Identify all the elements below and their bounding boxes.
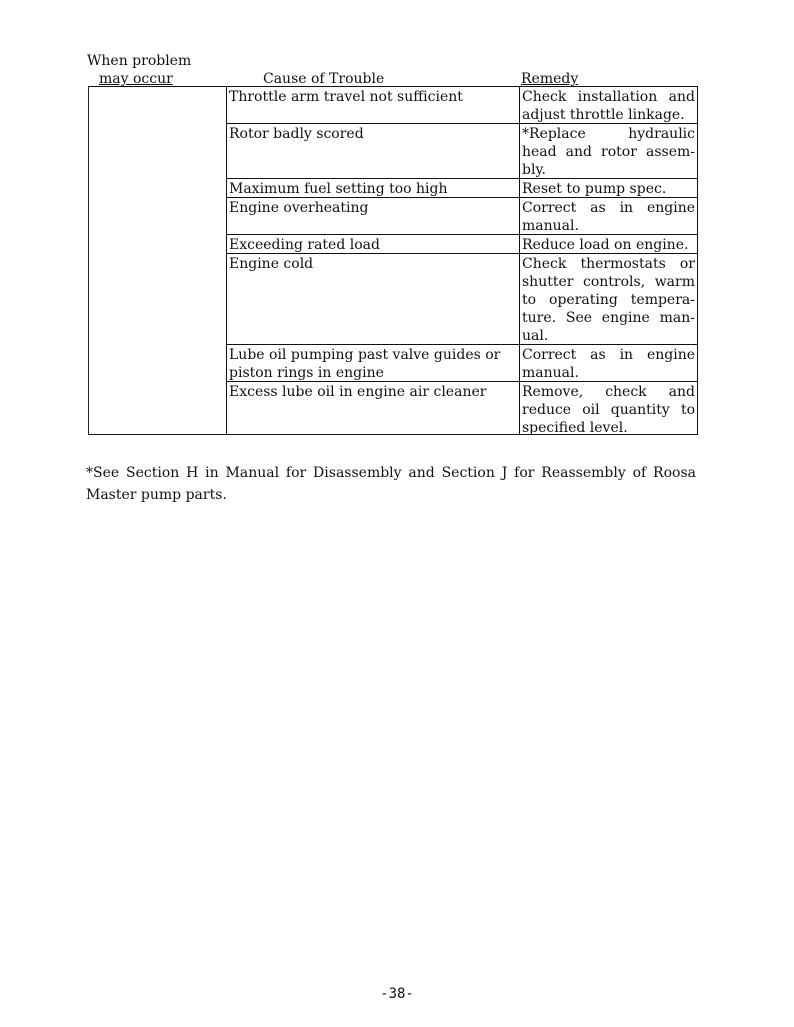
cause-cell: Maximum fuel setting too high	[227, 179, 519, 198]
remedy-cell: Remove, check and reduce oil quantity to specified level.	[519, 382, 697, 434]
remedy-cell: *Replace hydraulic head and rotor assembly.	[519, 124, 697, 179]
cause-of-trouble-header: Cause of Trouble	[263, 71, 385, 87]
cause-cell: Lube oil pumping past valve guides or piston rings in engine	[227, 345, 519, 382]
remedy-cell: Reduce load on engine.	[519, 235, 697, 254]
remedy-header: Remedy	[521, 71, 579, 87]
cause-cell: Engine cold	[227, 254, 519, 345]
remedy-cell: Check installation and adjust throttle linkage.	[519, 87, 697, 124]
page-number: -38-	[380, 986, 414, 1002]
when-problem-header: When problem	[87, 53, 192, 69]
when-problem-column	[89, 87, 227, 434]
cause-cell: Engine overheating	[227, 198, 519, 235]
cause-cell: Rotor badly scored	[227, 124, 519, 179]
cause-cell: Excess lube oil in engine air cleaner	[229, 384, 487, 400]
remedy-cell: Check thermostats or shutter controls, warm to operating temperature. See engine manual.	[519, 254, 697, 345]
remedy-cell: Correct as in engine manual.	[519, 198, 697, 235]
troubleshooting-table	[88, 86, 698, 435]
cause-cell: Throttle arm travel not sufficient	[227, 87, 519, 124]
remedy-cell: Correct as in engine manual.	[519, 345, 697, 382]
may-occur-header: may occur	[99, 71, 173, 87]
remedy-cell: Reset to pump spec.	[519, 179, 697, 198]
footnote: *See Section H in Manual for Disassembly and Section J for Reassembly of Roosa Master pump parts.	[86, 465, 696, 503]
cause-cell: Exceeding rated load	[227, 235, 519, 254]
